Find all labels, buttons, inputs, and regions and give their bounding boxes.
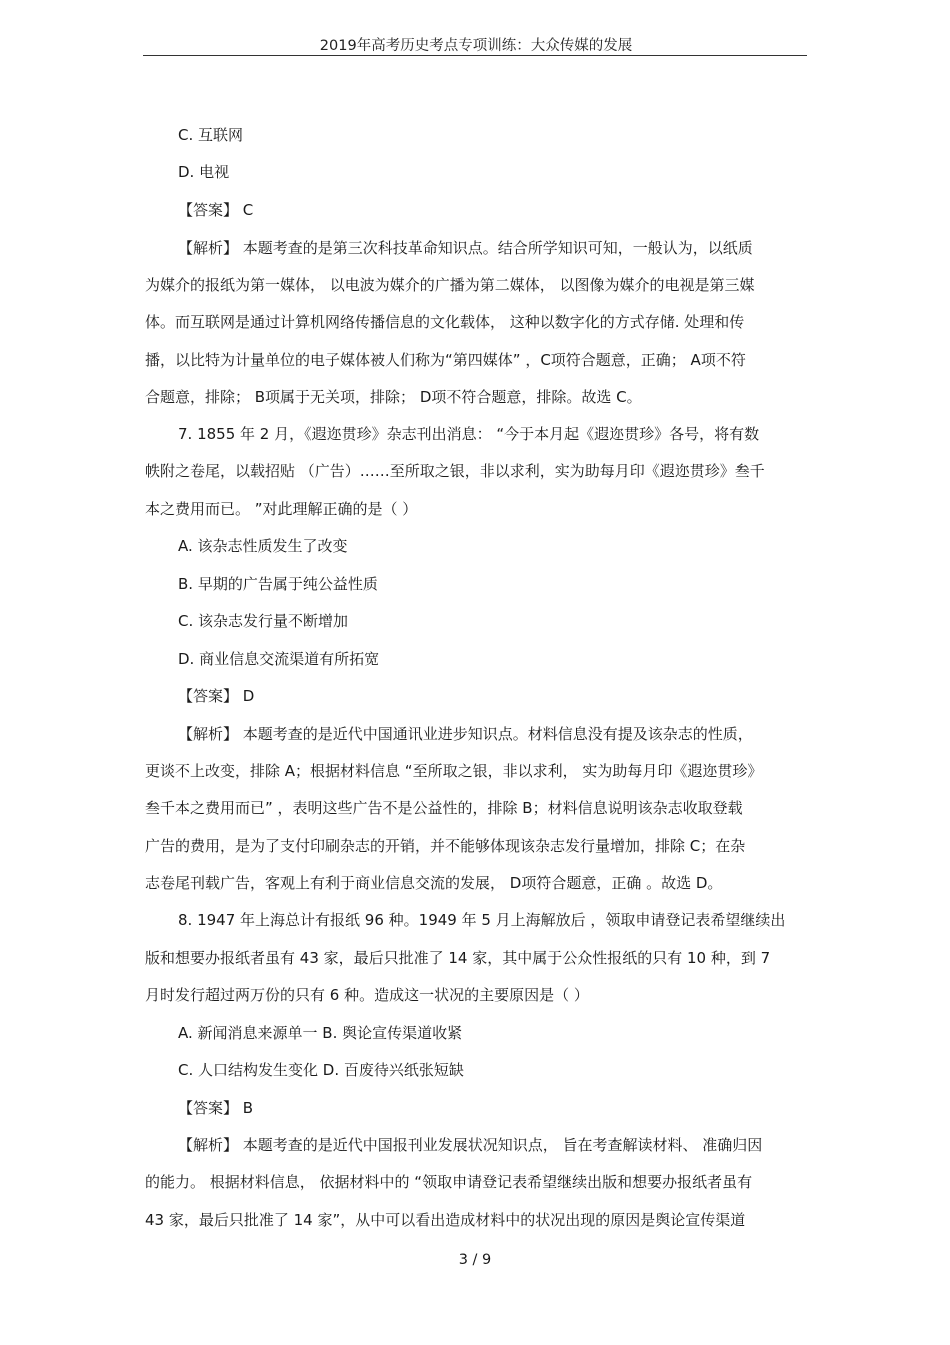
text-line: 本之费用而已。 ”对此理解正确的是（ ） bbox=[145, 500, 418, 518]
text-line: 播，以比特为计量单位的电子媒体被人们称为“第四媒体” ，C项符合题意，正确； A项不符 bbox=[145, 351, 746, 369]
text-line: 43 家，最后只批准了 14 家”，从中可以看出造成材料中的状况出现的原因是舆论宣传渠道 bbox=[145, 1211, 746, 1229]
text-line: A. 新闻消息来源单一 B. 舆论宣传渠道收紧 bbox=[178, 1024, 463, 1042]
text-line: 【答案】 C bbox=[178, 201, 254, 219]
text-line: 更谈不上改变，排除 A；根据材料信息 “至所取之银，非以求利， 实为助每月印《遐迩贯珍》 bbox=[145, 762, 763, 780]
text-line: 8. 1947 年上海总计有报纸 96 种。1949 年 5 月上海解放后 ，领取申请登记表希望继续出 bbox=[178, 911, 786, 929]
text-line: 的能力。 根据材料信息， 依据材料中的 “领取申请登记表希望继续出版和想要办报纸者虽有 bbox=[145, 1173, 753, 1191]
text-line: D. 商业信息交流渠道有所拓宽 bbox=[178, 650, 380, 668]
text-line: 7. 1855 年 2 月，《遐迩贯珍》杂志刊出消息： “今于本月起《遐迩贯珍》各号，将有数 bbox=[178, 425, 760, 443]
text-line: 为媒介的报纸为第一媒体， 以电波为媒介的广播为第二媒体， 以图像为媒介的电视是第三媒 bbox=[145, 276, 755, 294]
text-line: C. 互联网 bbox=[178, 126, 244, 144]
text-line: 【解析】 本题考查的是近代中国报刊业发展状况知识点， 旨在考查解读材料、 准确归因 bbox=[178, 1136, 763, 1154]
text-line: D. 电视 bbox=[178, 163, 230, 181]
header-divider bbox=[143, 55, 807, 56]
text-line: C. 该杂志发行量不断增加 bbox=[178, 612, 349, 630]
text-line: A. 该杂志性质发生了改变 bbox=[178, 537, 348, 555]
text-line: 【答案】 D bbox=[178, 687, 255, 705]
text-line: 志卷尾刊载广告，客观上有利于商业信息交流的发展， D项符合题意，正确 。故选 D。 bbox=[145, 874, 723, 892]
text-line: C. 人口结构发生变化 D. 百废待兴纸张短缺 bbox=[178, 1061, 464, 1079]
text-line: 【解析】 本题考查的是第三次科技革命知识点。结合所学知识可知，一般认为，以纸质 bbox=[178, 239, 753, 257]
text-line: 月时发行超过两万份的只有 6 种。造成这一状况的主要原因是（ ） bbox=[145, 986, 589, 1004]
text-line: B. 早期的广告属于纯公益性质 bbox=[178, 575, 378, 593]
text-line: 【解析】 本题考查的是近代中国通讯业进步知识点。材料信息没有提及该杂志的性质， bbox=[178, 725, 753, 743]
text-line: 体。而互联网是通过计算机网络传播信息的文化载体， 这种以数字化的方式存储. 处理和传 bbox=[145, 313, 745, 331]
text-line: 广告的费用，是为了支付印刷杂志的开销，并不能够体现该杂志发行量增加，排除 C；在杂 bbox=[145, 837, 746, 855]
text-line: 帙附之卷尾，以载招贴 （广告）……至所取之银，非以求利，实为助每月印《遐迩贯珍》叁千 bbox=[145, 462, 765, 480]
text-line: 叁千本之费用而已” ，表明这些广告不是公益性的，排除 B；材料信息说明该杂志收取登载 bbox=[145, 799, 743, 817]
page-header-title: 2019年高考历史考点专项训练：大众传媒的发展 bbox=[319, 38, 633, 54]
text-line: 【答案】 B bbox=[178, 1099, 254, 1117]
page-number: 3 / 9 bbox=[458, 1252, 492, 1268]
text-line: 合题意，排除； B项属于无关项，排除； D项不符合题意，排除。故选 C。 bbox=[145, 388, 642, 406]
text-line: 版和想要办报纸者虽有 43 家，最后只批准了 14 家，其中属于公众性报纸的只有 10 种，到 7 bbox=[145, 949, 771, 967]
